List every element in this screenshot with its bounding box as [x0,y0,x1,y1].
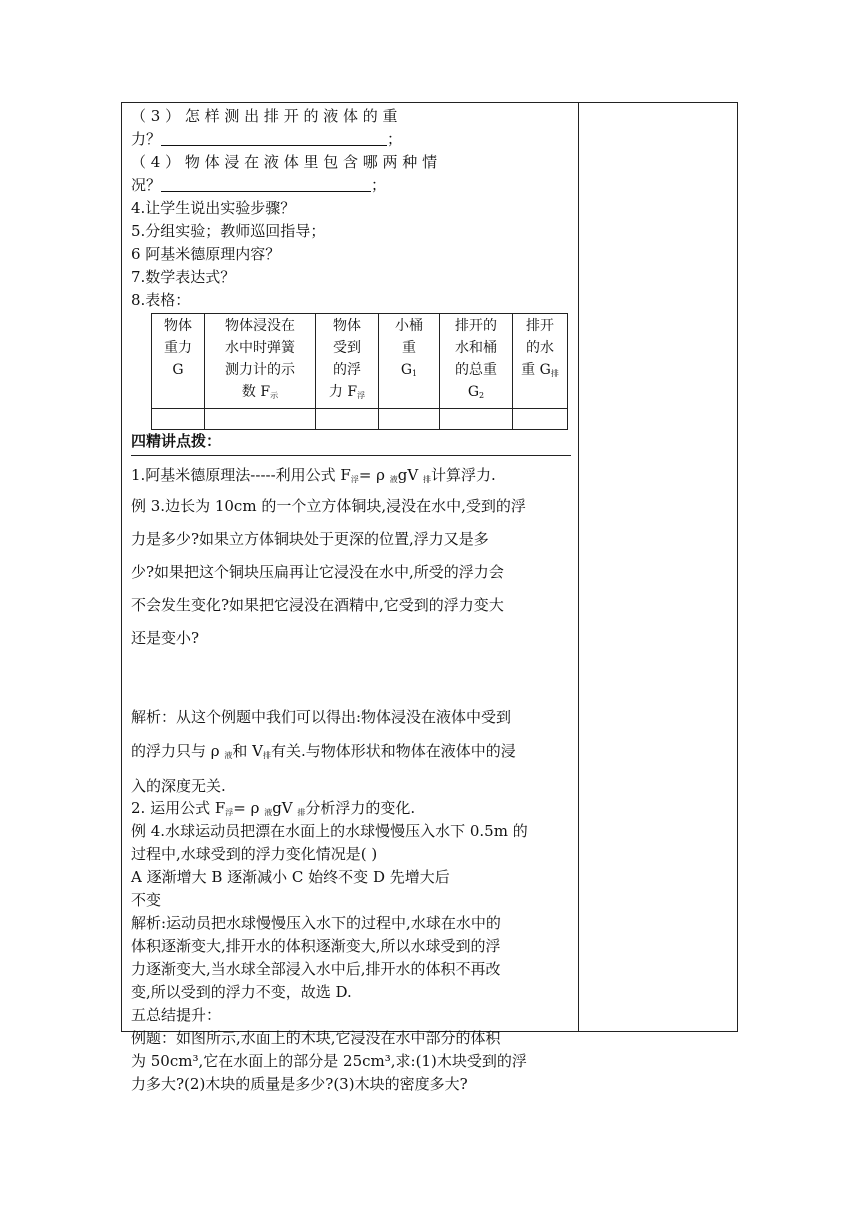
step-6: 6 阿基米德原理内容？ [131,245,281,263]
example-4-line: 例 4.水球运动员把漂在水面上的水球慢慢压入水下 0.5m 的 [131,822,528,840]
table-header-row [152,314,568,409]
section-5-heading: 五总结提升： [131,1006,222,1024]
spacer [131,655,571,701]
answer-options-cont: 不变 [131,891,162,909]
col-object-weight: 物体 重力 G [152,314,205,409]
experiment-table [151,313,568,430]
section-rule [131,455,571,456]
example-3-line: 还是变小? [131,629,200,647]
outer-table [121,102,738,1093]
table-cell[interactable] [440,409,513,430]
final-example-line: 为 50cm³,它在水面上的部分是 25cm³,求:(1)木块受到的浮 [131,1052,527,1070]
table-cell[interactable] [379,409,440,430]
final-example-line: 例题：如图所示,水面上的木块,它浸没在水中部分的体积 [131,1029,501,1047]
col-displaced-water-weight: 排开 的水 重 $G_排$ [513,314,568,409]
col-spring-reading: 物体浸没在 水中时弹簧 测力计的示 数 $F_示$ [205,314,316,409]
question-4-line1: （ 4 ） 物 体 浸 在 液 体 里 包 含 哪 两 种 情 [131,153,438,171]
table-cell[interactable] [316,409,379,430]
column-divider [578,103,579,1031]
step-8: 8.表格： [131,291,191,309]
analysis-2-line: 力逐渐变大,当水球全部浸入水中后,排开水的体积不再改 [131,960,501,978]
analysis-2-line: 变,所以受到的浮力不变，故选 D. [131,983,352,1001]
analysis-1-line: 解析：从这个例题中我们可以得出:物体浸没在液体中受到 [131,708,512,726]
example-3-line: 例 3.边长为 10cm 的一个立方体铜块,浸没在水中,受到的浮 [131,497,526,515]
col-total-weight: 排开的 水和桶 的总重 $G_2$ [440,314,513,409]
col-bucket-weight: 小桶 重 $G_1$ [379,314,440,409]
analysis-2-line: 体积逐渐变大,排开水的体积逐渐变大,所以水球受到的浮 [131,937,501,955]
table-cell[interactable] [513,409,568,430]
analysis-1-line: 的浮力只与 ρ $_液$和 $V_排$有关.与物体形状和物体在液体中的浸 [131,742,516,760]
analysis-1-line: 入的深度无关. [131,777,226,795]
step-4: 4.让学生说出实验步骤？ [131,199,296,217]
method-1: 1.阿基米德原理法-----利用公式 $F_浮= \rho$ $_液$gV $_排$计算浮力. [131,466,496,484]
example-3-line: 少?如果把这个铜块压扁再让它浸没在水中,所受的浮力会 [131,563,504,581]
question-3-line2: 力？ ； [131,130,403,148]
lesson-content [131,105,571,1096]
table-cell[interactable] [152,409,205,430]
question-3-line1: （ 3 ） 怎 样 测 出 排 开 的 液 体 的 重 [131,107,398,125]
answer-blank-4[interactable] [161,175,371,192]
example-3-line: 不会发生变化?如果把它浸没在酒精中,它受到的浮力变大 [131,596,504,614]
analysis-2-line: 解析:运动员把水球慢慢压入水下的过程中,水球在水中的 [131,914,501,932]
table-empty-row [152,409,568,430]
table-cell[interactable] [205,409,316,430]
col-buoyant-force: 物体 受到 的浮 力 $F_浮$ [316,314,379,409]
step-5: 5.分组实验；教师巡回指导； [131,222,326,240]
question-4-line2: 况？ ； [131,176,387,194]
final-example-line: 力多大?(2)木块的质量是多少?(3)木块的密度多大? [131,1075,468,1093]
section-4-heading: 四精讲点拨： [131,432,222,450]
example-4-line: 过程中,水球受到的浮力变化情况是( ) [131,845,378,863]
answer-options: A 逐渐增大 B 逐渐减小 C 始终不变 D 先增大后 [131,868,450,886]
answer-blank-3[interactable] [161,129,387,146]
method-2: 2. 运用公式 $F_浮= \rho$ $_液$gV $_排$分析浮力的变化. [131,799,416,817]
example-3-line: 力是多少?如果立方体铜块处于更深的位置,浮力又是多 [131,530,489,548]
step-7: 7.数学表达式？ [131,268,236,286]
